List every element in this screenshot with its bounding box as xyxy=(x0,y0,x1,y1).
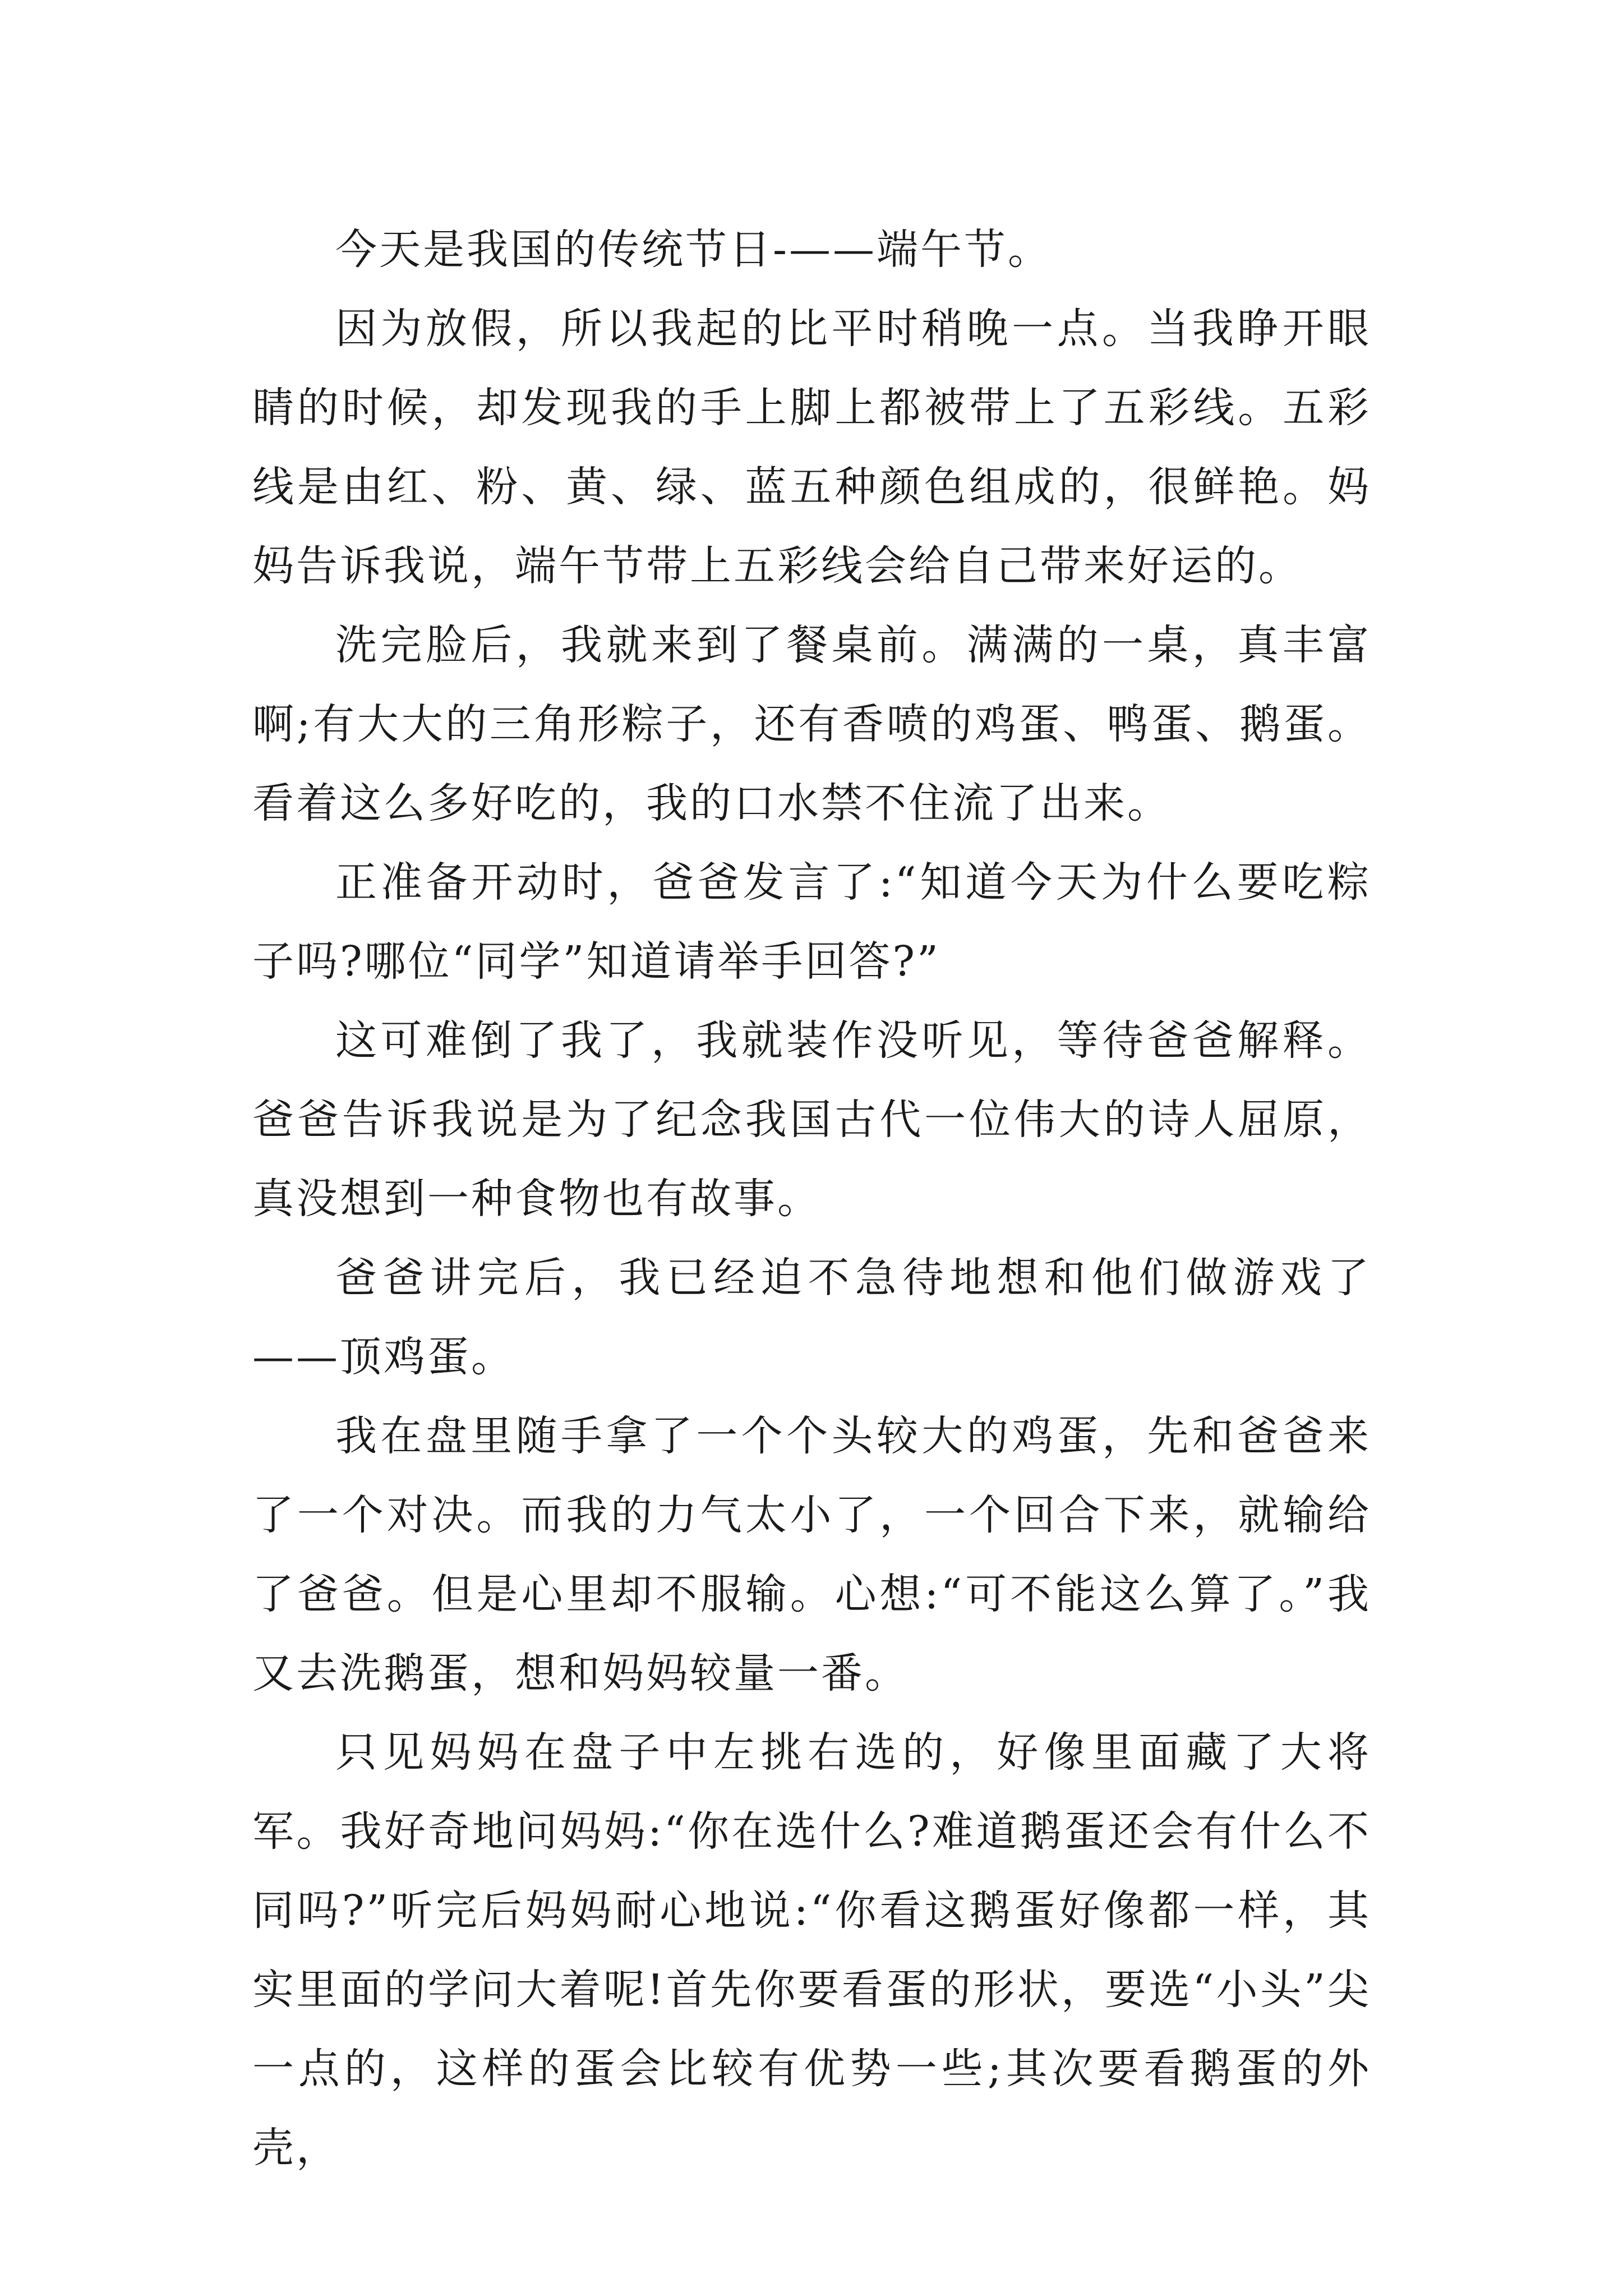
paragraph: 因为放假，所以我起的比平时稍晚一点。当我睁开眼睛的时候，却发现我的手上脚上都被带上了五彩线。五彩线是由红、粉、黄、绿、蓝五种颜色组成的，很鲜艳。妈妈告诉我说，端午节带上五彩线会给自己带来好运的。 xyxy=(252,305,1371,590)
paragraph: 只见妈妈在盘子中左挑右选的，好像里面藏了大将军。我好奇地问妈妈:“你在选什么?难道鹅蛋还会有什么不同吗?”听完后妈妈耐心地说:“你看这鹅蛋好像都一样，其实里面的学问大着呢!首先你要看蛋的形状，要选“小头”尖一点的，这样的蛋会比较有优势一些;其次要看鹅蛋的外壳， xyxy=(252,1728,1371,2172)
paragraph: 正准备开动时，爸爸发言了:“知道今天为什么要吃粽子吗?哪位“同学”知道请举手回答?” xyxy=(252,858,1371,986)
paragraph: 这可难倒了我了，我就装作没听见，等待爸爸解释。爸爸告诉我说是为了纪念我国古代一位伟大的诗人屈原，真没想到一种食物也有故事。 xyxy=(252,1016,1371,1223)
paragraph: 洗完脸后，我就来到了餐桌前。满满的一桌，真丰富啊;有大大的三角形粽子，还有香喷的鸡蛋、鸭蛋、鹅蛋。看着这么多好吃的，我的口水禁不住流了出来。 xyxy=(252,621,1371,827)
document-body xyxy=(252,210,1371,2188)
paragraph: 爸爸讲完后，我已经迫不急待地想和他们做游戏了——顶鸡蛋。 xyxy=(252,1254,1371,1381)
paragraph: 今天是我国的传统节日-——端午节。 xyxy=(335,226,1052,274)
paragraph: 我在盘里随手拿了一个个头较大的鸡蛋，先和爸爸来了一个对决。而我的力气太小了，一个回合下来，就输给了爸爸。但是心里却不服输。心想:“可不能这么算了。”我又去洗鹅蛋，想和妈妈较量一番。 xyxy=(252,1412,1371,1697)
